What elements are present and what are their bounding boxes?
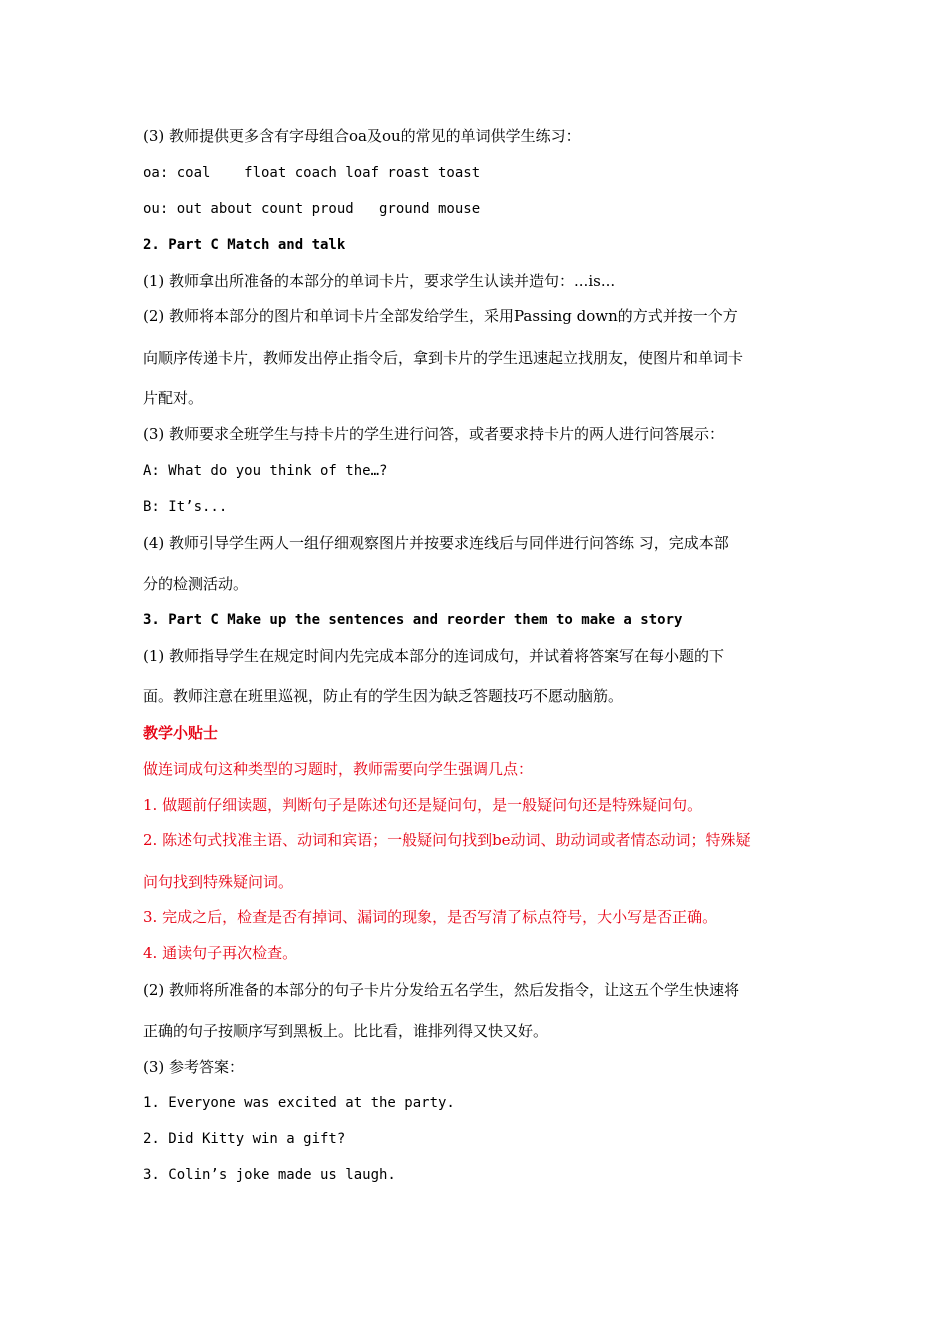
tips-line: 2. 陈述句式找准主语、动词和宾语；一般疑问句找到be动词、助动词或者情态动词；特殊疑 bbox=[143, 831, 751, 849]
tips-heading: 教学小贴士 bbox=[143, 724, 219, 742]
text-line: (3) 教师要求全班学生与持卡片的学生进行问答，或者要求持卡片的两人进行问答展示： bbox=[143, 425, 725, 443]
text-line: B: It’s... bbox=[143, 499, 228, 515]
text-line: (1) 教师拿出所准备的本部分的单词卡片，要求学生认读并造句：...is... bbox=[143, 272, 616, 290]
text-line: 片配对。 bbox=[143, 389, 204, 407]
text-line: (2) 教师将本部分的图片和单词卡片全部发给学生，采用Passing down的方式并按一个方 bbox=[143, 307, 738, 325]
answer-line: 2. Did Kitty win a gift? bbox=[143, 1131, 346, 1147]
tips-line: 3. 完成之后，检查是否有掉词、漏词的现象，是否写清了标点符号，大小写是否正确。 bbox=[143, 908, 718, 926]
tips-line: 做连词成句这种类型的习题时，教师需要向学生强调几点： bbox=[143, 760, 534, 778]
text-line: 面。教师注意在班里巡视，防止有的学生因为缺乏答题技巧不愿动脑筋。 bbox=[143, 687, 624, 705]
answer-line: 1. Everyone was excited at the party. bbox=[143, 1095, 455, 1111]
text-line: (3) 教师提供更多含有字母组合oa及ou的常见的单词供学生练习： bbox=[143, 127, 581, 145]
text-line: 向顺序传递卡片，教师发出停止指令后，拿到卡片的学生迅速起立找朋友，使图片和单词卡 bbox=[143, 349, 744, 367]
text-line: 分的检测活动。 bbox=[143, 575, 249, 593]
text-line: (4) 教师引导学生两人一组仔细观察图片并按要求连线后与同伴进行问答练 习，完成本部 bbox=[143, 534, 729, 552]
tips-line: 4. 通读句子再次检查。 bbox=[143, 944, 298, 962]
text-line: ou: out about count proud ground mouse bbox=[143, 201, 481, 217]
tips-line: 问句找到特殊疑问词。 bbox=[143, 873, 294, 891]
section-heading: 3. Part C Make up the sentences and reorder them to make a story bbox=[143, 612, 683, 628]
text-line: (3) 参考答案： bbox=[143, 1058, 245, 1076]
text-line: A: What do you think of the…? bbox=[143, 463, 388, 479]
tips-line: 1. 做题前仔细读题，判断句子是陈述句还是疑问句，是一般疑问句还是特殊疑问句。 bbox=[143, 796, 703, 814]
text-line: (2) 教师将所准备的本部分的句子卡片分发给五名学生，然后发指令，让这五个学生快速将 bbox=[143, 981, 740, 999]
section-heading: 2. Part C Match and talk bbox=[143, 237, 346, 253]
answer-line: 3. Colin’s joke made us laugh. bbox=[143, 1167, 396, 1183]
text-line: oa: coal float coach loaf roast toast bbox=[143, 165, 481, 181]
text-line: (1) 教师指导学生在规定时间内先完成本部分的连词成句，并试着将答案写在每小题的下 bbox=[143, 647, 725, 665]
text-line: 正确的句子按顺序写到黑板上。比比看，谁排列得又快又好。 bbox=[143, 1022, 549, 1040]
